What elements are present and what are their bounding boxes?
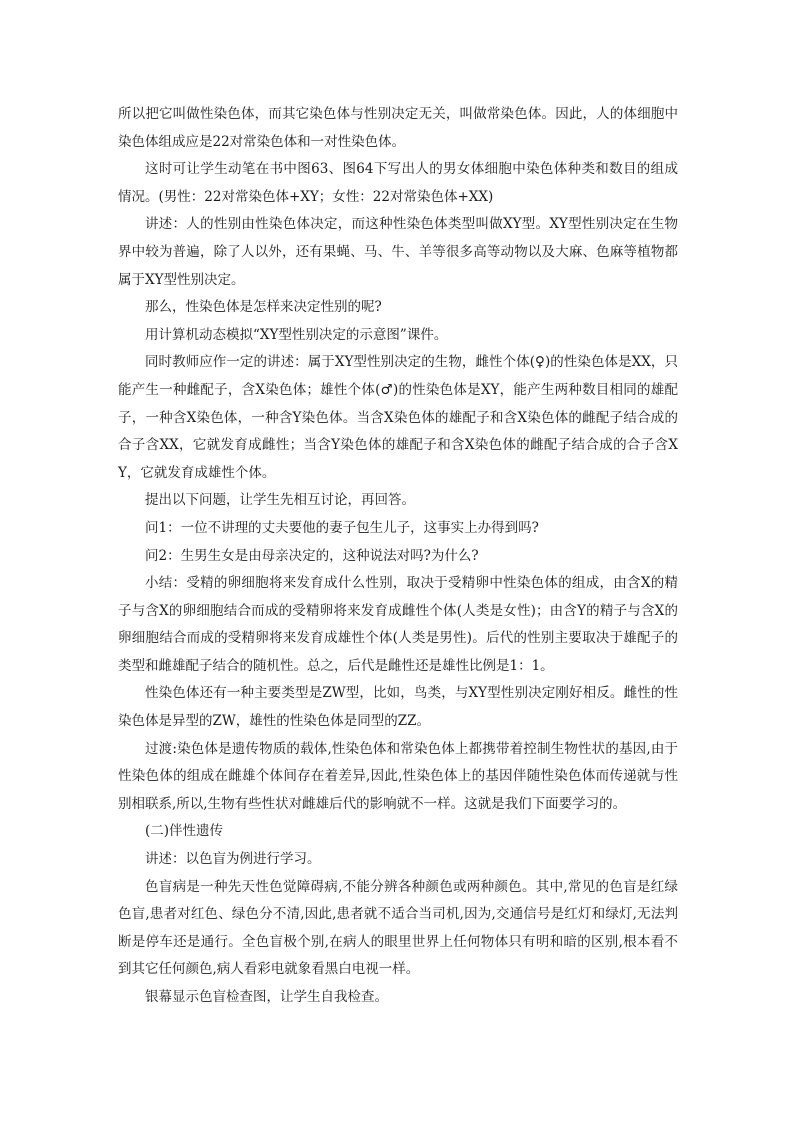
paragraph-color-blindness-intro: 讲述：以色盲为例进行学习。 (145, 851, 321, 868)
paragraph-xy-type-explanation: 讲述：人的性别由性染色体决定，而这种性染色体类型叫做XY型。XY型性别决定在生物界中较为普遍，除了人以外，还有果蝇、马、牛、羊等很多高等动物以及大麻、色麻等植物都属于XY型性别决定。 (118, 216, 678, 288)
paragraph-screen-test: 银幕显示色盲检查图，让学生自我检查。 (145, 989, 388, 1005)
paragraph-question-2: 问2：生男生女是由母亲决定的，这种说法对吗?为什么? (145, 547, 479, 564)
paragraph-question-how: 那么，性染色体是怎样来决定性别的呢? (145, 299, 382, 316)
paragraph-summary: 小结：受精的卵细胞将来发育成什么性别，取决于受精卵中性染色体的组成，由含X的精子与含X的卵细胞结合而成的受精卵将来发育成雌性个体(人类是女性)；由含Y的精子与含X的卵细胞结合而成的受精卵将来发育成雄性个体(人类是男性)。后代的性别主要取决于雄配子的类型和雌雄配子结合的随机性。总之，后代是雌性还是雄性比例是1：1。 (118, 575, 678, 674)
paragraph-zw-type: 性染色体还有一种主要类型是ZW型，比如，鸟类，与XY型性别决定刚好相反。雌性的性染色体是异型的ZW，雄性的性染色体是同型的ZZ。 (118, 685, 678, 730)
paragraph-discussion-prompt: 提出以下问题，让学生先相互讨论，再回答。 (145, 492, 415, 509)
document-body (118, 101, 678, 1012)
paragraph-sex-chromosome-definition: 所以把它叫做性染色体，而其它染色体与性别决定无关，叫做常染色体。因此，人的体细胞中染色体组成应是22对常染色体和一对性染色体。 (118, 106, 678, 150)
paragraph-teacher-explanation: 同时教师应作一定的讲述：属于XY型性别决定的生物，雌性个体(♀)的性染色体是XX，只能产生一种雌配子，含X染色体；雄性个体(♂)的性染色体是XY，能产生两种数目相同的雄配子，一种含X染色体，一种含Y染色体。当含X染色体的雄配子和含X染色体的雌配子结合成的合子含XX，它就发育成雌性；当含Y染色体的雄配子和含X染色体的雌配子结合成的合子含XY，它就发育成雄性个体。 (118, 354, 678, 481)
paragraph-transition: 过渡:染色体是遗传物质的载体,性染色体和常染色体上都携带着控制生物性状的基因,由于性染色体的组成在雌雄个体间存在着差异,因此,性染色体上的基因伴随性染色体而传递就与性别相联系,所以,生物有些性状对雌雄后代的影响就不一样。这就是我们下面要学习的。 (118, 740, 678, 812)
paragraph-color-blindness-description: 色盲病是一种先天性色觉障碍病,不能分辨各种颜色或两种颜色。其中,常见的色盲是红绿色盲,患者对红色、绿色分不清,因此,患者就不适合当司机,因为,交通信号是红灯和绿灯,无法判断是停车还是通行。全色盲极个别,在病人的眼里世界上任何物体只有明和暗的区别,根本看不到其它任何颜色,病人看彩电就象看黑白电视一样。 (118, 878, 678, 978)
paragraph-computer-simulation: 用计算机动态模拟“XY型性别决定的示意图”课件。 (145, 326, 448, 343)
section-heading-sex-linked-inheritance: (二)伴性遗传 (145, 823, 224, 840)
paragraph-question-1: 问1：一位不讲理的丈夫要他的妻子包生儿子，这事实上办得到吗? (145, 519, 539, 536)
paragraph-student-exercise: 这时可让学生动笔在书中图63、图64下写出人的男女体细胞中染色体种类和数目的组成情况。(男性：22对常染色体+XY；女性：22对常染色体+XX) (118, 161, 678, 205)
